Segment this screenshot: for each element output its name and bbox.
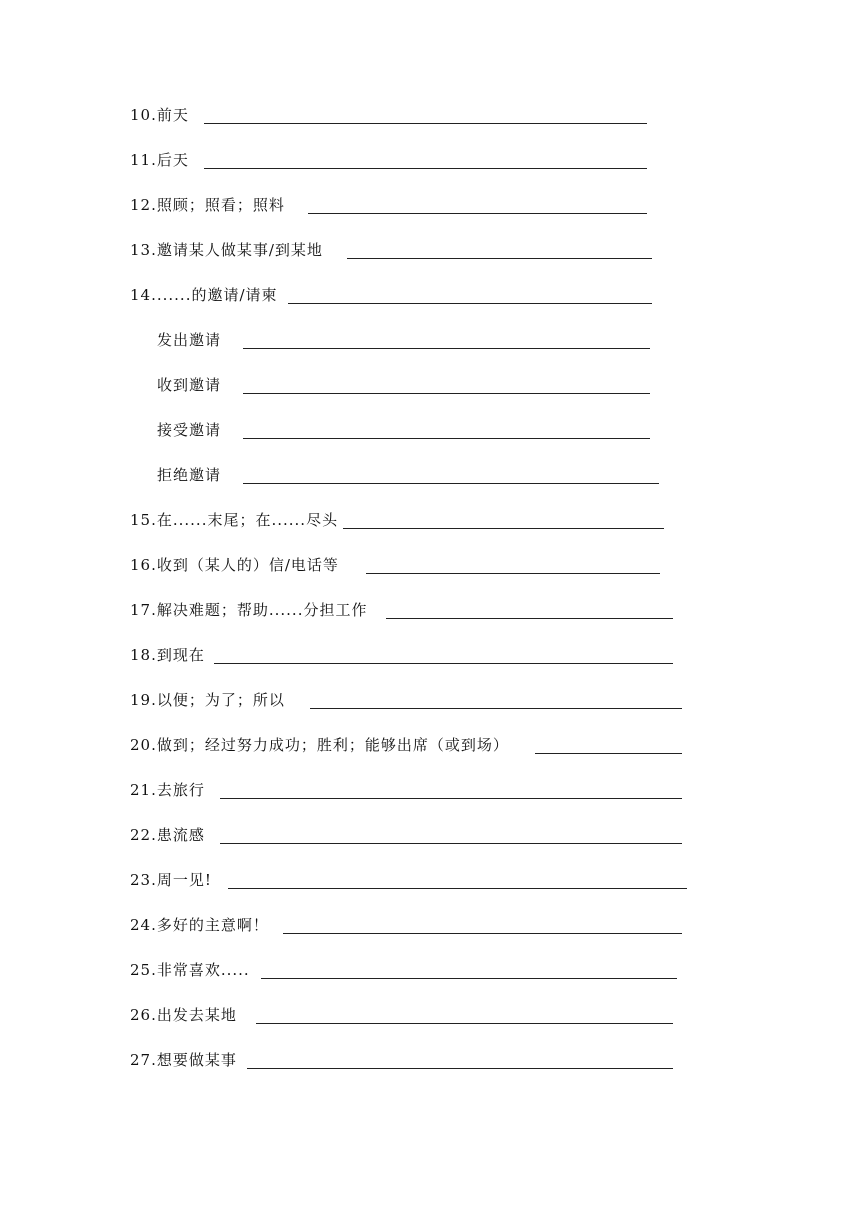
answer-blank-line[interactable] <box>261 978 677 979</box>
item-prompt: 拒绝邀请 <box>157 466 222 484</box>
answer-blank-line[interactable] <box>366 573 660 574</box>
item-prompt: 23.周一见! <box>130 871 212 889</box>
answer-blank-line[interactable] <box>535 753 682 754</box>
answer-blank-line[interactable] <box>308 213 647 214</box>
answer-blank-line[interactable] <box>243 348 650 349</box>
item-prompt: 11.后天 <box>130 151 189 169</box>
worksheet-item <box>157 326 650 356</box>
item-prompt: 10.前天 <box>130 106 189 124</box>
worksheet-item <box>157 461 659 491</box>
worksheet-item <box>130 506 664 536</box>
item-prompt: 13.邀请某人做某事/到某地 <box>130 241 323 259</box>
answer-blank-line[interactable] <box>247 1068 673 1069</box>
answer-blank-line[interactable] <box>347 258 652 259</box>
answer-blank-line[interactable] <box>214 663 673 664</box>
worksheet-item <box>130 146 647 176</box>
worksheet-item <box>130 596 673 626</box>
answer-blank-line[interactable] <box>228 888 687 889</box>
worksheet-item <box>130 101 647 131</box>
worksheet-item <box>130 641 673 671</box>
item-prompt: 15.在......末尾；在......尽头 <box>130 511 339 529</box>
item-prompt: 发出邀请 <box>157 331 222 349</box>
answer-blank-line[interactable] <box>283 933 682 934</box>
item-prompt: 24.多好的主意啊！ <box>130 916 269 934</box>
worksheet-item <box>130 1046 673 1076</box>
worksheet-item <box>130 1001 673 1031</box>
worksheet-item <box>130 191 647 221</box>
worksheet-item <box>130 821 682 851</box>
item-prompt: 19.以便；为了；所以 <box>130 691 285 709</box>
item-prompt: 22.患流感 <box>130 826 205 844</box>
item-prompt: 25.非常喜欢..... <box>130 961 250 979</box>
answer-blank-line[interactable] <box>256 1023 673 1024</box>
item-prompt: 27.想要做某事 <box>130 1051 237 1069</box>
worksheet-item <box>130 281 652 311</box>
item-prompt: 收到邀请 <box>157 376 222 394</box>
item-prompt: 18.到现在 <box>130 646 205 664</box>
answer-blank-line[interactable] <box>204 123 647 124</box>
answer-blank-line[interactable] <box>343 528 664 529</box>
answer-blank-line[interactable] <box>243 483 659 484</box>
worksheet-item <box>130 776 682 806</box>
item-prompt: 接受邀请 <box>157 421 222 439</box>
answer-blank-line[interactable] <box>288 303 652 304</box>
answer-blank-line[interactable] <box>220 843 682 844</box>
item-prompt: 16.收到（某人的）信/电话等 <box>130 556 339 574</box>
item-prompt: 21.去旅行 <box>130 781 205 799</box>
worksheet-item <box>157 416 650 446</box>
answer-blank-line[interactable] <box>220 798 682 799</box>
item-prompt: 20.做到；经过努力成功；胜利；能够出席（或到场） <box>130 736 509 754</box>
worksheet-item <box>130 236 652 266</box>
worksheet-item <box>157 371 650 401</box>
worksheet-item <box>130 956 677 986</box>
answer-blank-line[interactable] <box>243 438 650 439</box>
worksheet-item <box>130 911 682 941</box>
item-prompt: 12.照顾；照看；照料 <box>130 196 285 214</box>
worksheet-item <box>130 686 682 716</box>
answer-blank-line[interactable] <box>310 708 682 709</box>
answer-blank-line[interactable] <box>243 393 650 394</box>
item-prompt: 17.解决难题；帮助......分担工作 <box>130 601 368 619</box>
worksheet-item <box>130 551 660 581</box>
item-prompt: 14.......的邀请/请柬 <box>130 286 278 304</box>
worksheet-item <box>130 866 687 896</box>
worksheet-item <box>130 731 682 761</box>
item-prompt: 26.出发去某地 <box>130 1006 237 1024</box>
answer-blank-line[interactable] <box>386 618 673 619</box>
answer-blank-line[interactable] <box>204 168 647 169</box>
